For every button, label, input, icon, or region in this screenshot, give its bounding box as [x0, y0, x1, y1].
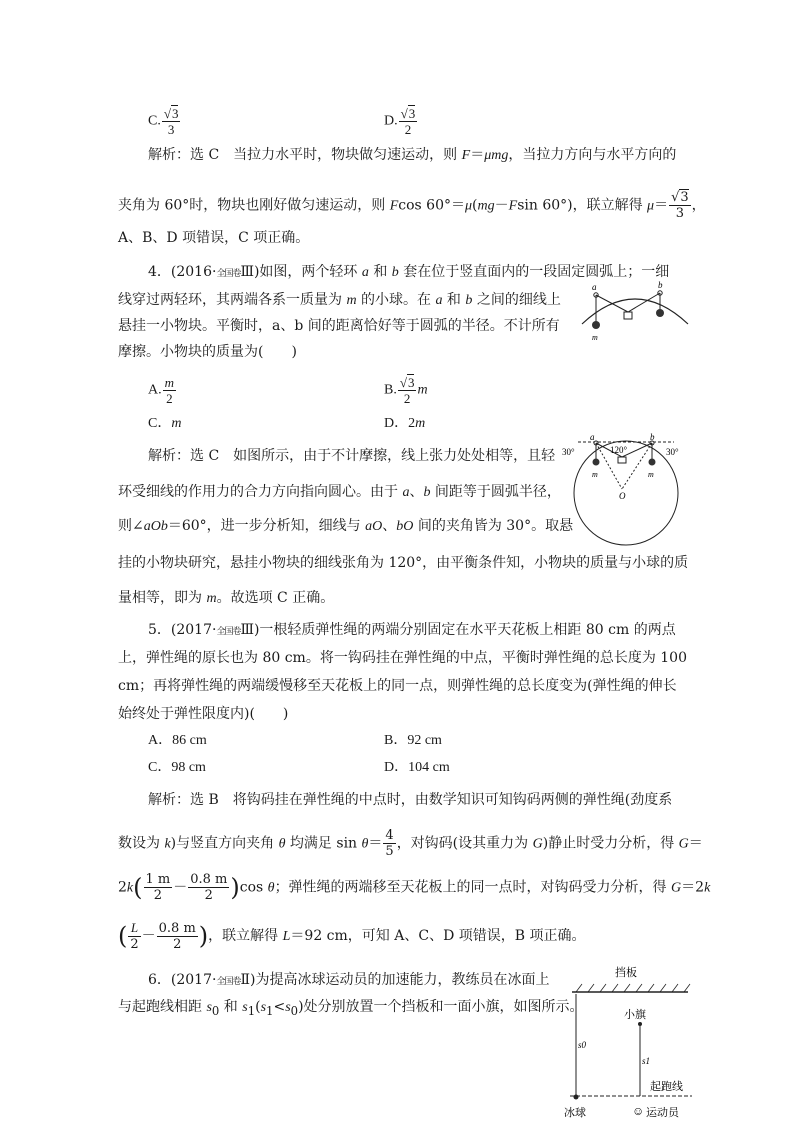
q3-solution-line-1: 解析：选 C 当拉力水平时，物块做匀速运动，则 F＝μmg，当拉力方向与水平方向的 [148, 147, 677, 163]
q5-solution-line-3: 2k( $\frac{1 m}{2}$ － $\frac{0.8 m}{2}$ )cos θ；弹性绳的两端移至天花板上的同一点时，对钩码受力分析，得 G＝2k [118, 872, 711, 903]
ball-left [592, 321, 600, 329]
q6-stem-line-1: 6．(2017·全国卷Ⅱ)为提高冰球运动员的加速能力，教练员在冰面上 [148, 972, 550, 988]
q4-solution-line-4: 挂的小物块研究，悬挂小物块的细线张角为 120°，由平衡条件知，小物块的质量与小球的质 [118, 555, 689, 571]
label-b: b [650, 433, 655, 442]
label-b: b [658, 280, 663, 290]
q4-solution-line-1: 解析：选 C 如图所示，由于不计摩擦，线上张力处处相等，且轻 [148, 448, 556, 464]
q6-stem-line-2: 与起跑线相距 $s_0$ 和 $s_1(s_1<s_0)$处分别放置一个挡板和一面小旗，如图所示。 [118, 999, 584, 1018]
label-s1: s1 [642, 1056, 651, 1066]
label-m: m [592, 333, 598, 342]
q5-option-c: C．98 cm [148, 760, 206, 775]
label-m-left: m [592, 470, 598, 479]
q4-stem-line-2: 线穿过两轻环，其两端各系一质量为 m 的小球。在 a 和 b 之间的细线上 [118, 292, 561, 308]
q4-stem-line-4: 摩擦。小物块的质量为( ) [118, 344, 297, 360]
label-center: O [619, 491, 626, 501]
flag-marker [638, 1022, 642, 1026]
label-m-right: m [648, 470, 654, 479]
fraction: $\frac{√3}{3}$ [163, 106, 179, 137]
ball-left [593, 459, 600, 466]
q5-stem-line-4: 始终处于弹性限度内)( ) [118, 706, 289, 722]
option-label: D. [384, 113, 398, 129]
q5-stem-line-1: 5．(2017·全国卷Ⅲ)一根轻质弹性绳的两端分别固定在水平天花板上相距 80 cm 的两点 [148, 622, 676, 638]
q5-stem-line-2: 上，弹性绳的原长也为 80 cm。将一钩码挂在弹性绳的中点，平衡时弹性绳的总长度为 100 [118, 650, 688, 666]
arc [582, 299, 688, 324]
block [618, 457, 626, 463]
ball-right [649, 459, 656, 466]
label-a: a [590, 433, 595, 442]
q6-figure-ice-rink [560, 962, 700, 1122]
q4-solution-line-5: 量相等，即为 m。故选项 C 正确。 [118, 590, 335, 606]
label-s0: s0 [578, 1040, 587, 1050]
label-angle-top: 120° [610, 445, 628, 455]
label-athlete: 运动员 [646, 1107, 679, 1119]
q4-option-b: B. $\frac{√3}{2}$ m [384, 375, 428, 406]
label-board: 挡板 [615, 967, 637, 979]
q4-option-d: D．2m [384, 416, 426, 431]
option-label: C. [148, 113, 161, 129]
q5-option-b: B．92 cm [384, 733, 442, 748]
q4-solution-figure [560, 433, 692, 549]
q3-option-c [148, 106, 181, 137]
q4-stem-line-1: 4．(2016·全国卷Ⅲ)如图，两个轻环 a 和 b 套在位于竖直面内的一段固定圆弧上；一细 [148, 264, 670, 280]
q5-stem-line-3: cm；再将弹性绳的两端缓慢移至天花板上的同一点，则弹性绳的总长度变为(弹性绳的伸长 [118, 678, 677, 694]
q4-stem-line-3: 悬挂一小物块。平衡时，a、b 间的距离恰好等于圆弧的半径。不计所有 [118, 318, 560, 334]
q4-solution-line-3: 则∠aOb＝60°，进一步分析知，细线与 aO、bO 间的夹角皆为 30°。取悬 [118, 518, 574, 534]
q5-option-a: A．86 cm [148, 733, 207, 748]
q5-solution-line-2: 数设为 k)与竖直方向夹角 θ 均满足 sin θ＝ $\frac{4}{5}$ ，对钩码(设其重力为 G)静止时受力分析，得 G＝ [118, 828, 703, 859]
ball-right [656, 309, 664, 317]
q3-option-d [384, 106, 418, 137]
q4-option-c: C．m [148, 416, 182, 431]
board-hatching [576, 984, 690, 992]
q3-solution-line-3: A、B、D 项错误，C 项正确。 [118, 230, 310, 246]
q4-option-a: A. $\frac{m}{2}$ [148, 375, 175, 406]
q5-solution-line-4: ( $\frac{L}{2}$ － $\frac{0.8 m}{2}$ )，联立解得 L＝92 cm，可知 A、C、D 项错误，B 项正确。 [118, 920, 586, 952]
label-puck: 冰球 [564, 1107, 586, 1119]
label-flag: 小旗 [624, 1009, 646, 1021]
label-a: a [592, 282, 597, 292]
q3-solution-line-2: 夹角为 60°时，物块也刚好做匀速运动，则 Fcos 60°＝μ(mg－Fsin 60°)，联立解得 μ＝ $\frac{√3}{3}$ ， [118, 190, 706, 221]
athlete-face-icon: ☺ [632, 1104, 645, 1118]
q4-figure-arc [580, 280, 690, 342]
string-middle [596, 293, 660, 312]
puck [574, 1095, 579, 1100]
label-start-line: 起跑线 [650, 1081, 683, 1093]
block [624, 312, 632, 319]
label-angle-right: 30° [666, 447, 679, 457]
fraction: $\frac{√3}{2}$ [400, 106, 416, 137]
q5-option-d: D．104 cm [384, 760, 450, 775]
q5-solution-line-1: 解析：选 B 将钩码挂在弹性绳的中点时，由数学知识可知钩码两侧的弹性绳(劲度系 [148, 792, 673, 808]
label-angle-left: 30° [562, 447, 575, 457]
q4-solution-line-2: 环受细线的作用力的合力方向指向圆心。由于 a、b 间距等于圆弧半径， [118, 484, 561, 500]
